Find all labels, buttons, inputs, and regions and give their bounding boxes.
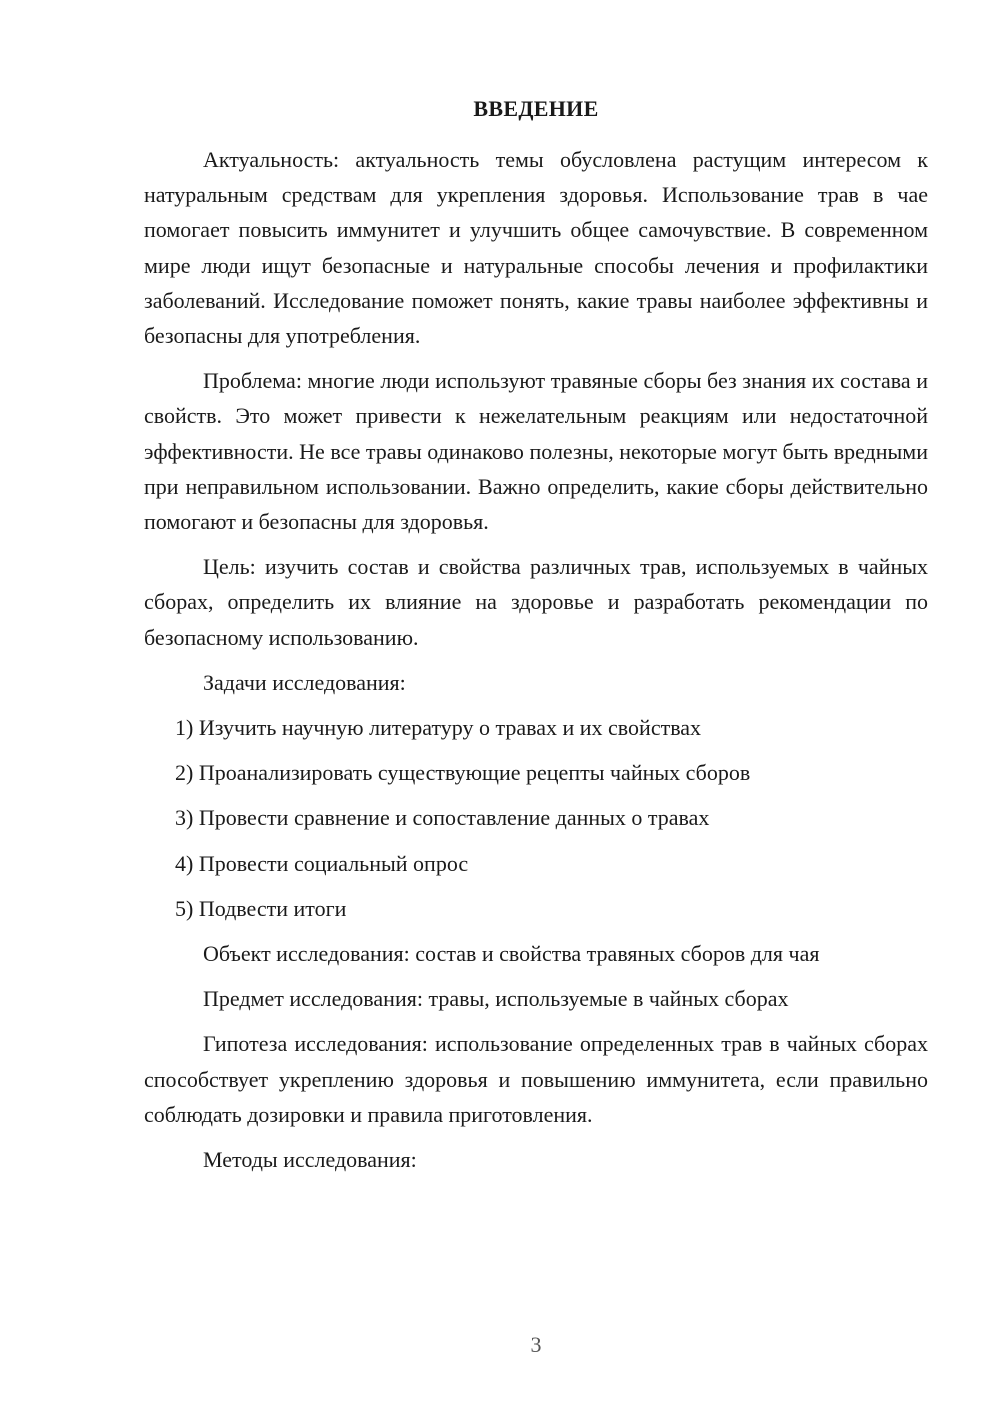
task-item: 1) Изучить научную литературу о травах и их свойствах: [175, 715, 702, 741]
task-item: 2) Проанализировать существующие рецепты чайных сборов: [175, 760, 751, 786]
page-number: 3: [530, 1332, 542, 1357]
subject-paragraph: Предмет исследования: травы, используемые в чайных сборах: [203, 986, 789, 1012]
goal-paragraph: Цель: изучить состав и свойства различных трав, используемых в чайных сборах, определить их влияние на здоровье и разработать рекомендации по безопасному использованию.: [144, 554, 928, 650]
problem-paragraph: Проблема: многие люди используют травяные сборы без знания их состава и свойств. Это может привести к нежелательным реакциям или недостаточной эффективности. Не все травы одинаково полезны, некоторые могут быть вредными при неправильном использовании. Важно определить, какие сборы действительно помогают и безопасны для здоровья.: [144, 368, 928, 535]
task-item: 4) Провести социальный опрос: [175, 850, 469, 876]
document-body: [144, 142, 928, 1187]
task-item: 3) Провести сравнение и сопоставление данных о травах: [175, 805, 710, 831]
page-title: ВВЕДЕНИЕ: [473, 96, 599, 121]
tasks-heading: Задачи исследования:: [203, 669, 406, 695]
task-item: 5) Подвести итоги: [175, 895, 347, 921]
hypothesis-paragraph: Гипотеза исследования: использование определенных трав в чайных сборах способствует укреплению здоровья и повышению иммунитета, если правильно соблюдать дозировки и правила приготовления.: [144, 1031, 928, 1127]
methods-heading: Методы исследования:: [203, 1147, 417, 1173]
object-paragraph: Объект исследования: состав и свойства травяных сборов для чая: [203, 941, 820, 967]
relevance-paragraph: Актуальность: актуальность темы обусловлена растущим интересом к натуральным средствам для укрепления здоровья. Использование трав в чае помогает повысить иммунитет и улучшить общее самочувствие. В современном мире люди ищут безопасные и натуральные способы лечения и профилактики заболеваний. Исследование поможет понять, какие травы наиболее эффективны и безопасны для употребления.: [144, 147, 928, 349]
